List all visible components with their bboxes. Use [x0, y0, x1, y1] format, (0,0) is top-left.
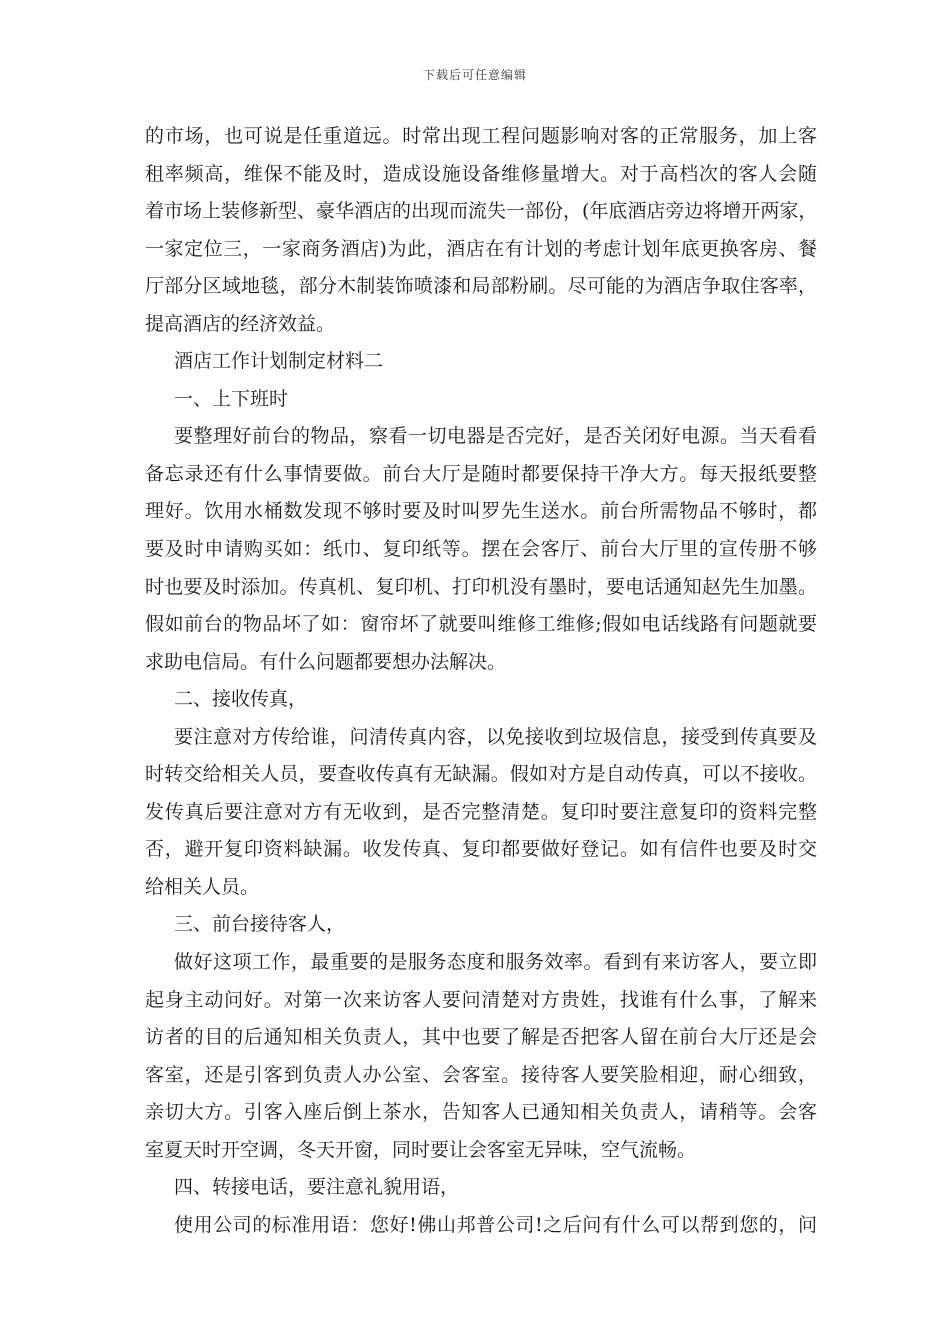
- text-line: 厅部分区域地毯，部分木制装饰喷漆和局部粉刷。尽可能的为酒店争取住客率，: [145, 275, 817, 298]
- text-line: 假如前台的物品坏了如：窗帘坏了就要叫维修工维修;假如电话线路有问题就要: [145, 613, 817, 636]
- text-line: 酒店工作计划制定材料二: [174, 350, 384, 373]
- document-body: [145, 118, 817, 1244]
- text-line: 起身主动问好。对第一次来访客人要问清楚对方贵姓，找谁有什么事，了解来: [145, 988, 817, 1011]
- text-line: 做好这项工作，最重要的是服务态度和服务效率。看到有来访客人，要立即: [174, 951, 817, 974]
- text-line: 亲切大方。引客入座后倒上茶水，告知客人已通知相关负责人，请稍等。会客: [145, 1101, 817, 1124]
- text-line: 租率频高，维保不能及时，造成设施设备维修量增大。对于高档次的客人会随: [145, 162, 817, 185]
- text-line: 的市场，也可说是任重道远。时常出现工程问题影响对客的正常服务，加上客: [145, 125, 817, 147]
- text-line: 四、转接电话，要注意礼貌用语，: [174, 1176, 460, 1199]
- page-header-note: 下载后可任意编辑: [422, 68, 527, 82]
- text-line: 时也要及时添加。传真机、复印机、打印机没有墨时，要电话通知赵先生加墨。: [145, 575, 817, 598]
- text-line: 给相关人员。: [145, 875, 260, 898]
- text-line: 一、上下班时: [174, 387, 289, 410]
- text-line: 二、接收传真，: [174, 688, 308, 711]
- text-line: 备忘录还有什么事情要做。前台大厅是随时都要保持干净大方。每天报纸要整: [145, 462, 817, 485]
- text-line: 要整理好前台的物品，察看一切电器是否完好，是否关闭好电源。当天看看: [174, 425, 817, 448]
- text-line: 使用公司的标准用语：您好!佛山邦普公司!之后问有什么可以帮到您的，问: [174, 1213, 817, 1236]
- text-line: 提高酒店的经济效益。: [145, 312, 336, 335]
- text-line: 三、前台接待客人，: [174, 913, 346, 936]
- text-line: 一家定位三，一家商务酒店)为此，酒店在有计划的考虑计划年底更换客房、餐: [145, 237, 817, 260]
- text-line: 时转交给相关人员，要查收传真有无缺漏。假如对方是自动传真，可以不接收。: [145, 763, 817, 786]
- text-line: 求助电信局。有什么问题都要想办法解决。: [145, 650, 507, 673]
- text-line: 要及时申请购买如：纸巾、复印纸等。摆在会客厅、前台大厅里的宣传册不够: [145, 538, 817, 561]
- text-line: 要注意对方传给谁，问清传真内容，以免接收到垃圾信息，接受到传真要及: [174, 725, 817, 748]
- text-line: 否，避开复印资料缺漏。收发传真、复印都要做好登记。如有信件也要及时交: [145, 838, 817, 861]
- text-line: 理好。饮用水桶数发现不够时要及时叫罗先生送水。前台所需物品不够时，都: [145, 500, 817, 523]
- text-line: 发传真后要注意对方有无收到，是否完整清楚。复印时要注意复印的资料完整: [145, 800, 817, 823]
- text-line: 访者的目的后通知相关负责人，其中也要了解是否把客人留在前台大厅还是会: [145, 1026, 817, 1049]
- text-line: 室夏天时开空调，冬天开窗，同时要让会客室无异味，空气流畅。: [145, 1138, 697, 1161]
- text-line: 着市场上装修新型、豪华酒店的出现而流失一部份，(年底酒店旁边将增开两家，: [145, 200, 817, 223]
- text-line: 客室，还是引客到负责人办公室、会客室。接待客人要笑脸相迎，耐心细致，: [145, 1063, 817, 1086]
